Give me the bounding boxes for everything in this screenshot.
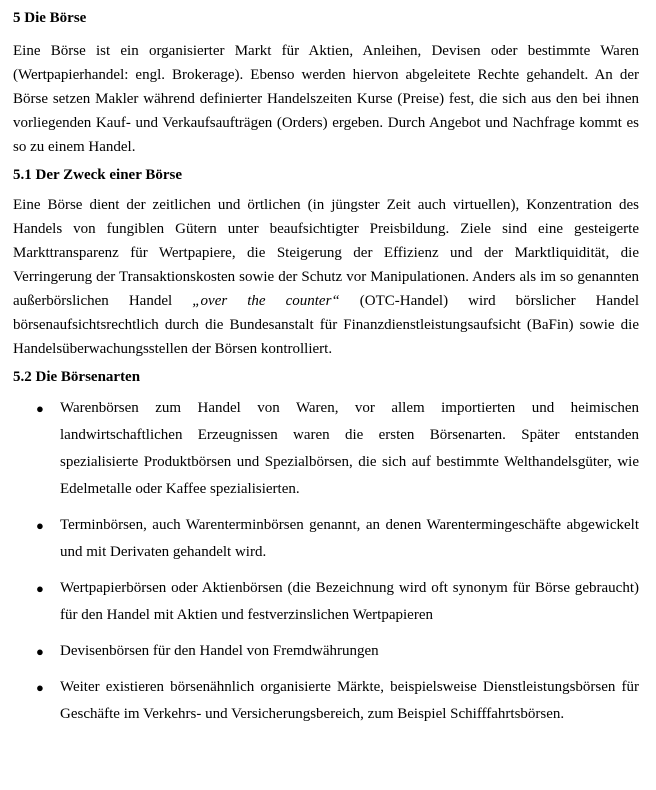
bullet-icon: ● [36,581,44,596]
document-page [13,0,639,737]
section-5-paragraph: Eine Börse ist ein organisierter Markt für Aktien, Anleihen, Devisen oder bestimmte Waren (Wertpapierhandel: engl. Brokerage). Ebenso werden hiervon abgeleitete Rechte gehandelt. An der Börse setzen Makler während definierter Handelszeiten Kurse (Preise) fest, die sich aus den bei ihnen vorliegenden Kauf- und Verkaufsaufträgen (Orders) ergeben. Durch Angebot und Nachfrage kommt es so zu einem Handel. [13,43,639,155]
list-item-text: Terminbörsen, auch Warenterminbörsen genannt, an denen Warentermingeschäfte abgewickelt und mit Derivaten gehandelt wird. [60,517,639,560]
list-item-text: Weiter existieren börsenähnlich organisierte Märkte, beispielsweise Dienstleistungsbörsen für Geschäfte im Verkehrs- und Versicherungsbereich, zum Beispiel Schifffahrtsbörsen. [60,679,639,722]
list-item-text: Devisenbörsen für den Handel von Fremdwährungen [60,643,379,659]
list-item [13,674,639,728]
list-item [13,512,639,566]
paragraph-text-end: (OTC-Handel) wird börslicher Handel börsenaufsichtsrechtlich durch die Bundesanstalt für Finanzdienstleistungsaufsicht (BaFin) sowie die Handelsüberwachungsstellen der Börsen kontrolliert. [13,293,639,357]
bullet-icon: ● [36,680,44,695]
list-item [13,395,639,503]
paragraph-text-start: Eine Börse dient der zeitlichen und örtlichen (in jüngster Zeit auch virtuellen), Konzentration des Handels von fungiblen Gütern unter beaufsichtigter Preisbildung. Ziele sind eine gesteigerte Markttransparenz für Wertpapiere, die Steigerung der Effizienz und der Marktliquidität, die Verringerung der Transaktionskosten sowie der Schutz vor Manipulationen. Anders als im so genannten außerbörslichen Handel [13,197,639,309]
list-item-text: Warenbörsen zum Handel von Waren, vor allem importierten und heimischen landwirtschaftlichen Erzeugnissen waren die ersten Börsenarten. Später entstanden spezialisierte Produktbörsen und Spezialbörsen, die sich auf bestimmte Welthandelsgüter, wie Edelmetalle oder Kaffee spezialisierten. [60,400,639,497]
bullet-icon: ● [36,518,44,533]
list-item [13,575,639,629]
section-5-1-paragraph [13,193,639,361]
section-heading-5-2: 5.2 Die Börsenarten [13,369,141,385]
section-heading-5: 5 Die Börse [13,10,87,26]
list-item-text: Wertpapierbörsen oder Aktienbörsen (die Bezeichnung wird oft synonym für Börse gebraucht) für den Handel mit Aktien und festverzinslichen Wertpapieren [60,580,639,623]
otc-emphasis: „over the counter“ [192,293,340,309]
list-item [13,638,639,665]
bullet-icon: ● [36,401,44,416]
bullet-icon: ● [36,644,44,659]
exchange-types-list [13,395,639,728]
section-heading-5-1: 5.1 Der Zweck einer Börse [13,167,182,183]
